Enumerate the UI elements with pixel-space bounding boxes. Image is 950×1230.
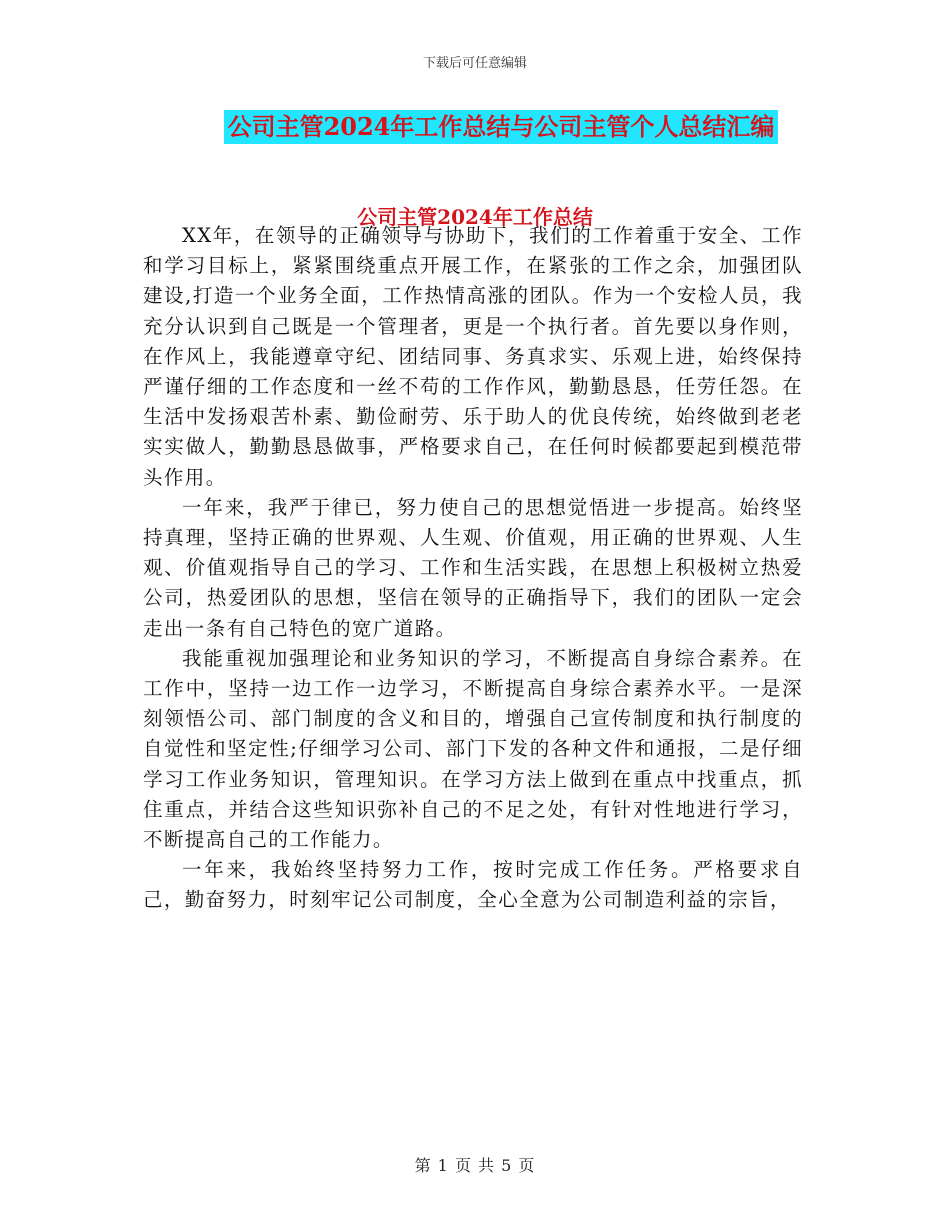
body-text <box>143 221 803 916</box>
header-note: 下载后可任意编辑 <box>422 56 527 71</box>
main-title-wrap <box>0 110 950 144</box>
paragraph: 一年来，我严于律已，努力使自己的思想觉悟进一步提高。始终坚持真理，坚持正确的世界观、人生观、价值观，用正确的世界观、人生观、价值观指导自己的学习、工作和生活实践，在思想上积极树立热爱公司，热爱团队的思想，坚信在领导的正确指导下，我们的团队一定会走出一条有自己特色的宽广道路。 <box>143 495 803 640</box>
section-title: 公司主管2024年工作总结 <box>357 205 593 229</box>
paragraph: 一年来，我始终坚持努力工作，按时完成工作任务。严格要求自己，勤奋努力，时刻牢记公司制度，全心全意为公司制造利益的宗旨， <box>143 858 803 912</box>
page-footer: 第 1 页 共 5 页 <box>414 1156 536 1175</box>
paragraph: 我能重视加强理论和业务知识的学习，不断提高自身综合素养。在工作中，坚持一边工作一边学习，不断提高自身综合素养水平。一是深刻领悟公司、部门制度的含义和目的，增强自己宣传制度和执行制度的自觉性和坚定性;仔细学习公司、部门下发的各种文件和通报，二是仔细学习工作业务知识，管理知识。在学习方法上做到在重点中找重点，抓住重点，并结合这些知识弥补自己的不足之处，有针对性地进行学习，不断提高自己的工作能力。 <box>143 646 803 852</box>
paragraph: XX年，在领导的正确领导与协助下，我们的工作着重于安全、工作和学习目标上，紧紧围绕重点开展工作，在紧张的工作之余，加强团队建设,打造一个业务全面，工作热情高涨的团队。作为一个安检人员，我充分认识到自己既是一个管理者，更是一个执行者。首先要以身作则，在作风上，我能遵章守纪、团结同事、务真求实、乐观上进，始终保持严谨仔细的工作态度和一丝不苟的工作作风，勤勤恳恳，任劳任怨。在生活中发扬艰苦朴素、勤俭耐劳、乐于助人的优良传统，始终做到老老实实做人，勤勤恳恳做事，严格要求自己，在任何时候都要起到模范带头作用。 <box>143 224 803 489</box>
main-title: 公司主管2024年工作总结与公司主管个人总结汇编 <box>224 110 779 144</box>
